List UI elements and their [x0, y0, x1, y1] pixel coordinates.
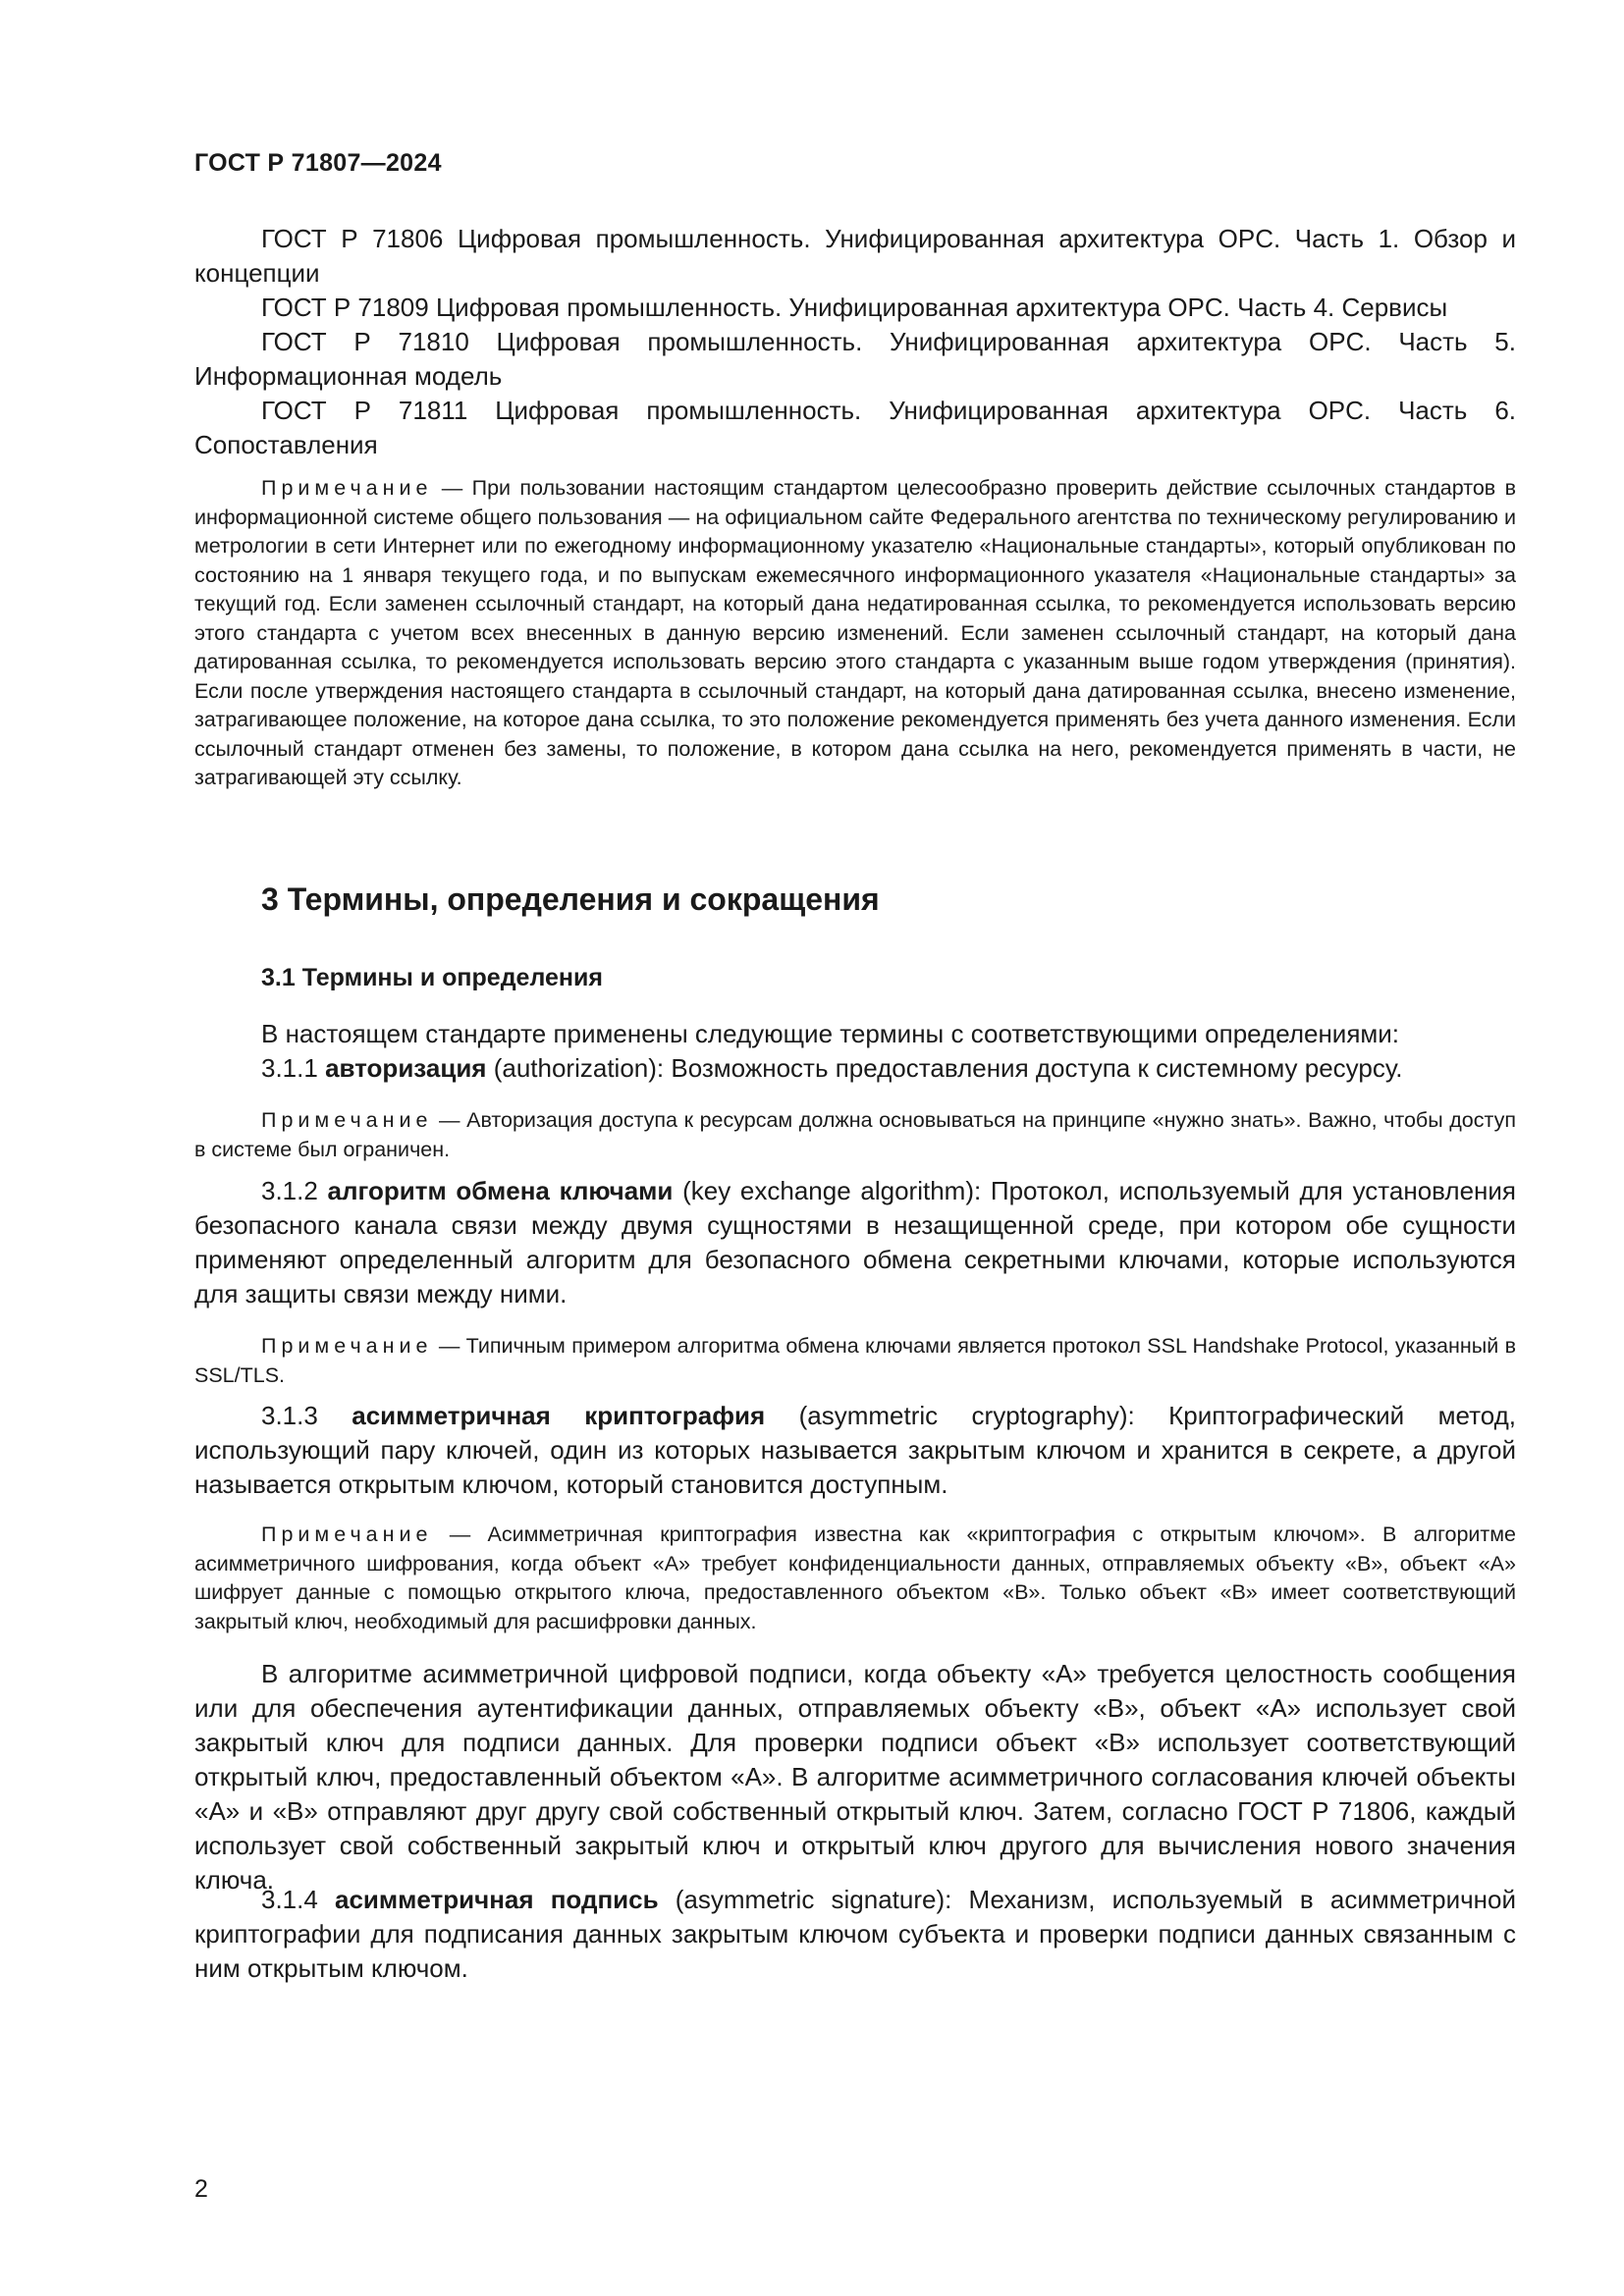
page-number: 2 — [194, 2175, 208, 2203]
note-text: — Авторизация доступа к ресурсам должна основываться на принципе «нужно знать». Важно, чтобы доступ в системе был ограничен. — [194, 1108, 1516, 1161]
term-definition: (key exchange algorithm): Протокол, используемый для установления безопасного канала связи между двумя сущностями в незащищенной среде, при котором обе сущности применяют определенный алгоритм для безопасного обмена секретными ключами, которые используются для защиты связи между ними. — [194, 1176, 1516, 1308]
term-definition: (asymmetric signature): Механизм, используемый в асимметричной криптографии для подписания данных закрытым ключом субъекта и проверки подписи данных связанным с ним открытым ключом. — [194, 1885, 1516, 1983]
reference-item: ГОСТ Р 71806 Цифровая промышленность. Унифицированная архитектура OPC. Часть 1. Обзор и концепции — [194, 224, 1516, 288]
term-3-1-2 — [194, 1174, 1516, 1311]
reference-item: ГОСТ Р 71809 Цифровая промышленность. Унифицированная архитектура OPC. Часть 4. Сервисы — [261, 293, 1448, 322]
term-name: алгоритм обмена ключами — [327, 1176, 674, 1205]
subsection-title: 3.1 Термины и определения — [261, 964, 603, 991]
note-3-1-3 — [194, 1521, 1516, 1636]
note-text: — При пользовании настоящим стандартом целесообразно проверить действие ссылочных стандартов в информационной системе общего пользования — на официальном сайте Федерального агентства по техническому регулированию и метрологии в сети Интернет или по ежегодному информационному указателю «Национальные стандарты», который опубликован по состоянию на 1 января текущего года, и по выпускам ежемесячного информационного указателя «Национальные стандарты» за текущий год. Если заменен ссылочный стандарт, на который дана недатированная ссылка, то рекомендуется использовать версию этого стандарта с учетом всех внесенных в данную версию изменений. Если заменен ссылочный стандарт, на который дана датированная ссылка, то рекомендуется использовать версию этого стандарта с указанным выше годом утверждения (принятия). Если после утверждения настоящего стандарта в ссылочный стандарт, на который дана датированная ссылка, внесено изменение, затрагивающее положение, на которое дана ссылка, то это положение рекомендуется применять без учета данного изменения. Если ссылочный стандарт отменен без замены, то положение, в котором дана ссылка на него, рекомендуется применять в части, не затрагивающей эту ссылку. — [194, 476, 1516, 789]
term-definition: (authorization): Возможность предоставления доступа к системному ресурсу. — [486, 1053, 1403, 1083]
term-number: 3.1.2 — [261, 1176, 328, 1205]
term-number: 3.1.1 — [261, 1053, 326, 1083]
term-definition: (asymmetric cryptography): Криптографический метод, использующий пару ключей, один из которых называется закрытым ключом и хранится в секрете, а другой называется открытым ключом, который становится доступным. — [194, 1401, 1516, 1499]
note-references — [194, 474, 1516, 793]
term-3-1-3 — [194, 1399, 1516, 1502]
term-name: асимметричная подпись — [335, 1885, 659, 1914]
term-number: 3.1.4 — [261, 1885, 336, 1914]
reference-item: ГОСТ Р 71810 Цифровая промышленность. Унифицированная архитектура OPC. Часть 5. Информационная модель — [194, 327, 1516, 391]
term-number: 3.1.3 — [261, 1401, 352, 1430]
note-label: Примечание — [261, 1108, 433, 1132]
note-text: — Асимметричная криптография известна как «криптография с открытым ключом». В алгоритме асимметричного шифрования, когда объект «A» требует конфиденциальности данных, отправляемых объекту «B», объект «A» шифрует данные с помощью открытого ключа, предоставленного объектом «B». Только объект «B» имеет соответствующий закрытый ключ, необходимый для расшифровки данных. — [194, 1522, 1516, 1633]
note-text: — Типичным примером алгоритма обмена ключами является протокол SSL Handshake Protocol, указанный в SSL/TLS. — [194, 1334, 1516, 1387]
note-3-1-1 — [194, 1106, 1516, 1164]
reference-item: ГОСТ Р 71811 Цифровая промышленность. Унифицированная архитектура OPC. Часть 6. Сопоставления — [194, 396, 1516, 459]
normative-references-list — [194, 222, 1516, 462]
paragraph-asymmetric-signature: В алгоритме асимметричной цифровой подписи, когда объекту «A» требуется целостность сообщения или для обеспечения аутентификации данных, отправляемых объекту «B», объект «A» использует свой закрытый ключ для подписи данных. Для проверки подписи объект «B» использует соответствующий открытый ключ, предоставленный объектом «A». В алгоритме асимметричного согласования ключей объекты «A» и «B» отправляют друг другу свой собственный открытый ключ. Затем, согласно ГОСТ Р 71806, каждый использует свой собственный закрытый ключ и открытый ключ другого для вычисления нового значения ключа. — [194, 1659, 1516, 1895]
section-title: 3 Термины, определения и сокращения — [261, 881, 880, 917]
term-3-1-1 — [194, 1051, 1516, 1086]
term-name: авторизация — [325, 1053, 487, 1083]
document-header: ГОСТ Р 71807—2024 — [194, 149, 442, 177]
note-3-1-2 — [194, 1332, 1516, 1390]
term-name: асимметричная криптография — [352, 1401, 766, 1430]
term-3-1-4 — [194, 1883, 1516, 1986]
note-label: Примечание — [261, 1334, 433, 1358]
note-label: Примечание — [261, 1522, 433, 1546]
terms-intro: В настоящем стандарте применены следующие термины с соответствующими определениями: — [261, 1019, 1400, 1048]
note-label: Примечание — [261, 476, 433, 500]
